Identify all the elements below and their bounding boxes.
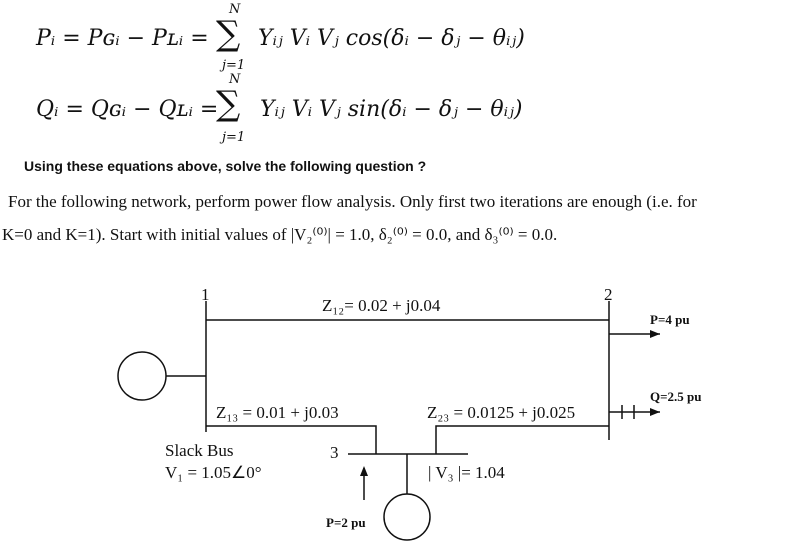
q-load-arrowhead [650, 408, 660, 416]
q-load-label: Q=2.5 pu [650, 389, 702, 404]
p-load-label: P=4 pu [650, 312, 690, 327]
p-sum-symbol: ∑ [216, 14, 241, 54]
question-line-1: For the following network, perform power flow analysis. Only first two iterations are enough (i.e. for [8, 192, 697, 211]
p-gen-label: P=2 pu [326, 515, 366, 530]
bus-3-label: 3 [330, 443, 339, 462]
p-gen-arrowhead [360, 466, 368, 476]
p-equation-lhs: Pᵢ = Pɢᵢ − Pʟᵢ = [36, 26, 209, 51]
slack-generator [118, 352, 166, 400]
z13-label: Z₁₃ = 0.01 + j0.03 [216, 403, 339, 422]
instruction-text: Using these equations above, solve the following question ? [24, 158, 427, 174]
q-equation-rhs: Yᵢⱼ Vᵢ Vⱼ sin(δᵢ − δⱼ − θᵢⱼ) [260, 97, 523, 122]
q-sum-upper: N [229, 72, 241, 87]
bus-2-label: 2 [604, 285, 613, 304]
z12-label: Z₁₂= 0.02 + j0.04 [322, 296, 441, 315]
z23-label: Z₂₃ = 0.0125 + j0.025 [427, 403, 576, 422]
p-sum-lower: j=1 [222, 58, 246, 73]
v3-label: | V₃ |= 1.04 [428, 463, 505, 482]
q-sum-symbol: ∑ [216, 84, 241, 124]
p-load-arrowhead [650, 330, 660, 338]
q-equation-lhs: Qᵢ = Qɢᵢ − Qʟᵢ = [36, 97, 219, 122]
bus-1-label: 1 [201, 285, 210, 304]
bus-3-generator [384, 494, 430, 540]
q-sum-lower: j=1 [222, 130, 246, 145]
line-2-3 [436, 426, 609, 454]
p-sum-upper: N [229, 2, 241, 17]
slack-bus-title: Slack Bus [165, 441, 234, 460]
question-line-2: K=0 and K=1). Start with initial values of |V₂⁽⁰⁾| = 1.0, δ₂⁽⁰⁾ = 0.0, and δ₃⁽⁰⁾ = 0.0. [2, 225, 558, 244]
slack-voltage: V₁ = 1.05∠0° [165, 463, 262, 482]
p-equation-rhs: Yᵢⱼ Vᵢ Vⱼ cos(δᵢ − δⱼ − θᵢⱼ) [258, 26, 525, 51]
